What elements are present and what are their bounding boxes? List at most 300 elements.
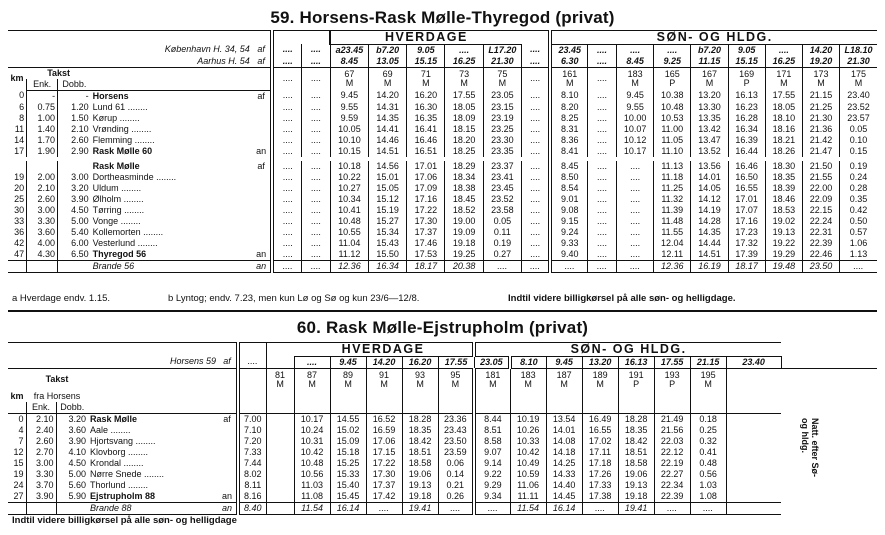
- time-cell: ....: [588, 124, 617, 135]
- time-cell: 13.30: [691, 102, 728, 113]
- blank: [402, 391, 438, 402]
- time-cell: 23.19: [483, 113, 521, 124]
- time-cell: 9.45: [330, 90, 368, 102]
- station-km: 0: [18, 413, 24, 424]
- time-cell: ....: [588, 260, 617, 272]
- time-cell: 15.15: [407, 56, 445, 68]
- time-cell: 18.42: [402, 436, 438, 447]
- time-cell: 16.46: [407, 135, 445, 146]
- fare-return: 3.20: [56, 413, 88, 425]
- station-name: Vonge ........: [92, 215, 141, 226]
- time-cell: 7.33: [238, 447, 266, 458]
- time-cell: 8.10: [550, 90, 587, 102]
- time-cell: 13.42: [691, 124, 728, 135]
- time-cell: ....: [272, 249, 301, 261]
- time-cell: 0.56: [690, 469, 726, 480]
- time-cell: 18.21: [765, 135, 802, 146]
- time-cell: ....: [272, 44, 301, 56]
- time-cell: 18.51: [402, 447, 438, 458]
- time-cell: 23.50: [802, 260, 839, 272]
- blank: [726, 425, 781, 436]
- time-cell: 18.26: [765, 146, 802, 159]
- time-cell: 17.02: [582, 436, 618, 447]
- time-cell: 17.53: [407, 249, 445, 261]
- time-cell: 11.48: [654, 216, 691, 227]
- time-cell: ....: [588, 205, 617, 216]
- time-cell: 19.22: [765, 238, 802, 249]
- arr-dep-mark: [218, 469, 238, 480]
- blank: [438, 402, 474, 414]
- fare-header: Takst: [47, 67, 71, 78]
- fare-return: 5.00: [56, 469, 88, 480]
- time-cell: 17.11: [582, 447, 618, 458]
- blank: [266, 356, 294, 368]
- fare-return: [58, 159, 91, 172]
- time-cell: 8.36: [550, 135, 587, 146]
- station-km: 27: [8, 491, 26, 503]
- blank: [726, 480, 781, 491]
- station-name: Hjortsvang ........: [90, 435, 156, 446]
- fare-single: 2.60: [26, 436, 56, 447]
- station-km: 24: [13, 479, 24, 490]
- time-cell: 18.42: [618, 436, 654, 447]
- time-cell: 10.18: [330, 159, 368, 172]
- station-km: 33: [14, 215, 25, 226]
- train-number: ....: [272, 67, 301, 90]
- time-cell: 0.32: [690, 436, 726, 447]
- time-cell: 14.05: [691, 183, 728, 194]
- blank: [330, 402, 366, 414]
- time-cell: 6.30: [550, 56, 587, 68]
- time-cell: ....: [521, 135, 550, 146]
- time-cell: ....: [588, 113, 617, 124]
- time-cell: 13.47: [691, 135, 728, 146]
- time-cell: 18.17: [728, 260, 765, 272]
- time-cell: 19.13: [765, 227, 802, 238]
- time-cell: 0.24: [840, 172, 877, 183]
- time-cell: ....: [301, 260, 330, 272]
- time-cell: 16.52: [366, 413, 402, 425]
- time-cell: 14.19: [691, 205, 728, 216]
- time-cell: 21.42: [802, 135, 839, 146]
- fare-return: [56, 502, 88, 514]
- train-number: 183 M: [510, 368, 546, 391]
- section-header-row: [8, 343, 877, 357]
- time-cell: 18.16: [765, 124, 802, 135]
- arr-dep-mark: [218, 480, 238, 491]
- time-cell: 1.08: [690, 491, 726, 503]
- station-name: Aale ........: [90, 424, 131, 435]
- station-row: [8, 146, 877, 159]
- blank: [618, 391, 654, 402]
- arr-dep-mark: [218, 425, 238, 436]
- time-cell: 9.45: [546, 356, 582, 368]
- time-cell: 15.43: [369, 238, 407, 249]
- blank: [726, 469, 781, 480]
- time-cell: ....: [301, 194, 330, 205]
- time-cell: 9.01: [550, 194, 587, 205]
- time-cell: ....: [521, 260, 550, 272]
- time-cell: 10.12: [616, 135, 653, 146]
- time-cell: 17.09: [407, 183, 445, 194]
- time-cell: 9.45: [330, 356, 366, 368]
- time-cell: 10.41: [330, 205, 368, 216]
- blank: [474, 402, 510, 414]
- time-cell: 0.35: [840, 194, 877, 205]
- time-cell: 15.18: [330, 447, 366, 458]
- time-cell: ....: [588, 56, 617, 68]
- time-cell: 0.25: [690, 425, 726, 436]
- station-row: [8, 480, 877, 491]
- time-cell: ....: [616, 205, 653, 216]
- train-number: 95 M: [438, 368, 474, 391]
- time-cell: ....: [588, 159, 617, 172]
- time-cell: 10.15: [330, 146, 368, 159]
- time-cell: 14.31: [369, 102, 407, 113]
- arr-dep-mark: af: [257, 160, 265, 171]
- fare-return: 3.90: [58, 194, 91, 205]
- station-row: [8, 469, 877, 480]
- time-cell: 0.57: [840, 227, 877, 238]
- time-cell: ....: [521, 124, 550, 135]
- time-cell: 17.55: [438, 356, 474, 368]
- blank: [690, 402, 726, 414]
- time-cell: 18.20: [445, 135, 483, 146]
- train-number: ....: [588, 67, 617, 90]
- time-cell: ....: [301, 238, 330, 249]
- fare-single: 2.40: [26, 425, 56, 436]
- station-name: Thyregod 56: [91, 249, 252, 261]
- time-cell: 7.10: [238, 425, 266, 436]
- connection-row: [8, 44, 877, 56]
- time-cell: 23.57: [840, 113, 877, 124]
- blank: [366, 391, 402, 402]
- time-cell: 11.10: [654, 146, 691, 159]
- arr-dep-mark: an: [218, 491, 238, 503]
- arr-dep-mark: [252, 124, 273, 135]
- station-km: 42: [14, 237, 25, 248]
- time-cell: 16.14: [330, 502, 366, 514]
- time-cell: a23.45: [330, 44, 368, 56]
- fare-single: 3.00: [27, 205, 58, 216]
- blank: [654, 402, 690, 414]
- time-cell: 16.13: [618, 356, 654, 368]
- time-cell: 10.07: [616, 124, 653, 135]
- time-cell: 15.09: [330, 436, 366, 447]
- time-cell: 7.20: [238, 436, 266, 447]
- station-name: Uldum ........: [92, 182, 142, 193]
- time-cell: 22.46: [802, 249, 839, 261]
- station-name: Brande 56: [91, 260, 252, 272]
- time-cell: 8.10: [510, 356, 546, 368]
- time-cell: ....: [616, 183, 653, 194]
- time-cell: ....: [616, 216, 653, 227]
- blank: [238, 343, 266, 357]
- station-km: 19: [13, 468, 24, 479]
- fare-single: 2.10: [26, 413, 56, 425]
- time-cell: 8.54: [550, 183, 587, 194]
- time-cell: 0.21: [438, 480, 474, 491]
- time-cell: 0.15: [840, 146, 877, 159]
- time-cell: 13.56: [691, 159, 728, 172]
- time-cell: 8.31: [550, 124, 587, 135]
- time-cell: 14.20: [366, 356, 402, 368]
- time-cell: 18.53: [765, 205, 802, 216]
- station-name: Kørup ........: [92, 112, 140, 123]
- time-cell: 16.41: [407, 124, 445, 135]
- time-cell: b7.20: [691, 44, 728, 56]
- time-cell: 19.29: [765, 249, 802, 261]
- time-cell: 18.46: [765, 194, 802, 205]
- time-cell: 14.40: [546, 480, 582, 491]
- time-cell: 21.30: [483, 56, 521, 68]
- time-cell: 8.40: [238, 502, 266, 514]
- blank: [266, 447, 294, 458]
- time-cell: 17.32: [728, 238, 765, 249]
- blank: [781, 356, 877, 368]
- blank: [266, 480, 294, 491]
- time-cell: 17.16: [407, 194, 445, 205]
- time-cell: 15.12: [369, 194, 407, 205]
- station-name: Ejstrupholm 88: [88, 491, 218, 503]
- time-cell: ....: [301, 146, 330, 159]
- time-cell: 22.39: [802, 238, 839, 249]
- time-cell: 18.35: [618, 425, 654, 436]
- time-cell: 12.36: [654, 260, 691, 272]
- station-row: [8, 458, 877, 469]
- time-cell: 19.02: [765, 216, 802, 227]
- fare-return: 1.50: [58, 113, 91, 124]
- station-row: [8, 238, 877, 249]
- connection-mark: af: [252, 56, 273, 68]
- time-cell: ....: [301, 56, 330, 68]
- time-cell: 16.44: [728, 146, 765, 159]
- time-cell: 18.58: [402, 458, 438, 469]
- time-cell: ....: [616, 260, 653, 272]
- station-name: Flemming ........: [92, 134, 155, 145]
- time-cell: 11.55: [654, 227, 691, 238]
- blank: [726, 458, 781, 469]
- connection-mark: af: [218, 356, 238, 368]
- fare-subheader-row: [8, 391, 877, 402]
- time-cell: 9.14: [474, 458, 510, 469]
- time-cell: 10.42: [510, 447, 546, 458]
- blank: [366, 402, 402, 414]
- station-name: Rask Mølle: [92, 160, 140, 171]
- station-name: Ølholm ........: [92, 193, 144, 204]
- station-row: [8, 194, 877, 205]
- station-name: Rask Mølle 60: [92, 145, 153, 156]
- time-cell: ....: [588, 183, 617, 194]
- time-cell: 15.33: [330, 469, 366, 480]
- time-cell: 13.20: [691, 90, 728, 102]
- time-cell: 19.06: [402, 469, 438, 480]
- time-cell: 17.07: [728, 205, 765, 216]
- time-cell: 19.41: [618, 502, 654, 514]
- station-row: [8, 491, 877, 503]
- time-cell: 15.19: [369, 205, 407, 216]
- km-header: km: [10, 73, 24, 84]
- time-cell: ....: [272, 124, 301, 135]
- time-cell: 11.04: [330, 238, 368, 249]
- blank: [726, 413, 781, 425]
- train-number: 183 M: [616, 67, 653, 90]
- time-cell: 10.48: [654, 102, 691, 113]
- time-cell: 11.00: [654, 124, 691, 135]
- time-cell: ....: [301, 249, 330, 261]
- time-cell: 14.08: [546, 436, 582, 447]
- time-cell: 23.05: [474, 356, 510, 368]
- time-cell: 22.09: [802, 194, 839, 205]
- fare-single: 2.70: [26, 447, 56, 458]
- time-cell: ....: [438, 502, 474, 514]
- time-cell: 0.42: [840, 205, 877, 216]
- time-cell: 17.55: [765, 90, 802, 102]
- fare-single: 2.10: [27, 183, 58, 194]
- time-cell: ....: [301, 183, 330, 194]
- time-cell: 18.30: [765, 159, 802, 172]
- time-cell: ....: [521, 238, 550, 249]
- time-cell: 22.03: [654, 436, 690, 447]
- section-weekdays: HVERDAGE: [330, 31, 521, 45]
- time-cell: ....: [301, 102, 330, 113]
- blank: [238, 391, 266, 402]
- fare-return: 5.90: [56, 491, 88, 503]
- station-name: Klovborg ........: [90, 446, 149, 457]
- train-number: 91 M: [366, 368, 402, 391]
- station-km: 7: [18, 435, 24, 446]
- time-cell: 14.45: [546, 491, 582, 503]
- fare-subheader-row: [8, 402, 877, 414]
- time-cell: 21.49: [654, 413, 690, 425]
- station-name: Thorlund ........: [90, 479, 149, 490]
- time-cell: 23.36: [438, 413, 474, 425]
- time-cell: 16.25: [765, 56, 802, 68]
- time-cell: 16.49: [582, 413, 618, 425]
- blank: [582, 391, 618, 402]
- station-row: [8, 425, 877, 436]
- fare-return: 3.00: [58, 172, 91, 183]
- fare-single: 1.00: [27, 113, 58, 124]
- time-cell: 19.00: [445, 216, 483, 227]
- time-cell: ....: [301, 216, 330, 227]
- time-cell: 17.38: [582, 491, 618, 503]
- station-name: Vesterlund ........: [92, 237, 158, 248]
- time-cell: 23.15: [483, 102, 521, 113]
- time-cell: 19.41: [402, 502, 438, 514]
- blank: [91, 79, 273, 91]
- blank: [438, 391, 474, 402]
- time-cell: 22.24: [802, 216, 839, 227]
- station-row: [8, 205, 877, 216]
- time-cell: 21.36: [802, 124, 839, 135]
- time-cell: 13.54: [546, 413, 582, 425]
- time-cell: 11.25: [654, 183, 691, 194]
- time-cell: 18.09: [445, 113, 483, 124]
- train-number: 67 M: [330, 67, 368, 90]
- section-header-row: [8, 31, 877, 45]
- station-name: Dortheasminde ........: [92, 171, 177, 182]
- train-number: 161 M: [550, 67, 587, 90]
- train-number: 191 P: [618, 368, 654, 391]
- time-cell: 14.55: [330, 413, 366, 425]
- station-row: [8, 113, 877, 124]
- train-number: 195 M: [690, 368, 726, 391]
- blank: [521, 31, 550, 45]
- time-cell: 9.05: [728, 44, 765, 56]
- time-cell: ....: [521, 102, 550, 113]
- station-km: 12: [13, 446, 24, 457]
- time-cell: 10.26: [510, 425, 546, 436]
- time-cell: ....: [588, 216, 617, 227]
- connection-label: København H. 34, 54: [164, 44, 250, 55]
- time-cell: 18.25: [445, 146, 483, 159]
- station-km: 30: [14, 204, 25, 215]
- time-cell: 23.37: [483, 159, 521, 172]
- time-cell: 8.20: [550, 102, 587, 113]
- time-cell: 23.30: [483, 135, 521, 146]
- blank: [582, 402, 618, 414]
- time-cell: 16.34: [369, 260, 407, 272]
- time-cell: ....: [272, 183, 301, 194]
- time-cell: 11.13: [654, 159, 691, 172]
- station-row: [8, 102, 877, 113]
- time-cell: 17.22: [407, 205, 445, 216]
- time-cell: 8.45: [616, 56, 653, 68]
- station-name: Vrønding ........: [92, 123, 152, 134]
- time-cell: 11.06: [510, 480, 546, 491]
- time-cell: 18.28: [402, 413, 438, 425]
- time-cell: ....: [588, 194, 617, 205]
- fare-return: 6.00: [58, 238, 91, 249]
- time-cell: 23.58: [483, 205, 521, 216]
- time-cell: ....: [550, 260, 587, 272]
- time-cell: 14.25: [546, 458, 582, 469]
- time-cell: 11.15: [691, 56, 728, 68]
- time-cell: 10.56: [294, 469, 330, 480]
- time-cell: ....: [521, 183, 550, 194]
- station-km: 20: [14, 182, 25, 193]
- time-cell: ....: [272, 238, 301, 249]
- time-cell: ....: [272, 102, 301, 113]
- time-cell: 16.14: [546, 502, 582, 514]
- blank: [88, 391, 238, 402]
- time-cell: ....: [272, 113, 301, 124]
- time-cell: 16.23: [728, 102, 765, 113]
- blank: [266, 502, 294, 514]
- time-cell: ....: [366, 502, 402, 514]
- connection-row: [8, 56, 877, 68]
- fare-return: 2.10: [58, 124, 91, 135]
- station-km: 25: [14, 193, 25, 204]
- time-cell: ....: [521, 56, 550, 68]
- time-cell: ....: [654, 44, 691, 56]
- station-row: [8, 159, 877, 172]
- time-cell: 8.11: [238, 480, 266, 491]
- train-number: 187 M: [546, 368, 582, 391]
- time-cell: 9.45: [616, 90, 653, 102]
- fare-single: 4.30: [27, 249, 58, 261]
- divider: [8, 310, 877, 312]
- time-cell: 15.05: [369, 183, 407, 194]
- train-number: ....: [301, 67, 330, 90]
- time-cell: 17.23: [728, 227, 765, 238]
- time-cell: 0.06: [438, 458, 474, 469]
- time-cell: 0.10: [840, 135, 877, 146]
- time-cell: ....: [521, 172, 550, 183]
- fare-return: 4.50: [56, 458, 88, 469]
- time-cell: ....: [521, 146, 550, 159]
